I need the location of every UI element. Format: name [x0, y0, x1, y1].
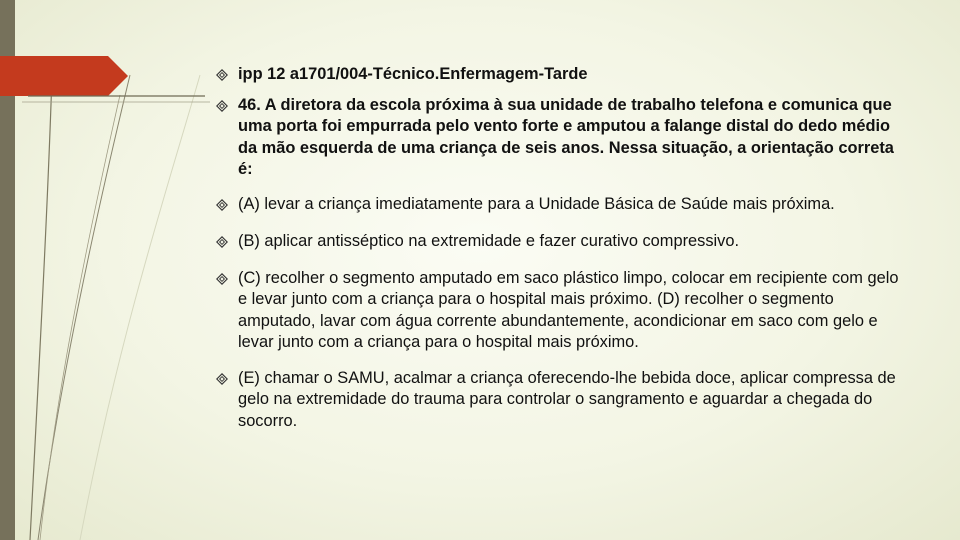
title-text: ipp 12 a1701/004-Técnico.Enfermagem-Tarde	[238, 65, 588, 83]
diamond-outline-icon	[216, 273, 228, 285]
diamond-outline-icon	[216, 69, 228, 81]
slide-content	[216, 64, 906, 432]
option-a-item	[216, 194, 906, 216]
option-b-text: (B) aplicar antisséptico na extremidade e fazer curativo compressivo.	[238, 232, 740, 250]
diamond-outline-icon	[216, 236, 228, 248]
option-a-text: (A) levar a criança imediatamente para a Unidade Básica de Saúde mais próxima.	[238, 194, 835, 213]
option-c-d-text: (C) recolher o segmento amputado em saco plástico limpo, colocar em recipiente com gelo e levar junto com a criança para o hospital mais próximo. (D) recolher o segmento amputado, lavar com água corrente abundantemente, acondicionar em saco com gelo e levar junto com a criança para o hospital mais próximo.	[238, 268, 899, 351]
title-accent-arrow	[0, 56, 128, 96]
diamond-outline-icon	[216, 199, 228, 211]
diamond-outline-icon	[216, 100, 228, 112]
option-e-text: (E) chamar o SAMU, acalmar a criança oferecendo-lhe bebida doce, aplicar compressa de gelo na extremidade do trauma para controlar o sangramento e aguardar a chegada do socorro.	[238, 368, 896, 430]
question-text: 46. A diretora da escola próxima à sua unidade de trabalho telefona e comunica que uma porta foi empurrada pelo vento forte e amputou a falange distal do dedo médio da mão esquerda de uma criança de seis anos. Nessa situação, a orientação correta é:	[238, 95, 894, 178]
option-c-d-item	[216, 268, 906, 354]
diamond-outline-icon	[216, 373, 228, 385]
question-item	[216, 95, 906, 181]
option-b-item	[216, 231, 906, 253]
title-item	[216, 64, 906, 86]
option-e-item	[216, 368, 906, 433]
left-sidebar-bar	[0, 0, 15, 540]
